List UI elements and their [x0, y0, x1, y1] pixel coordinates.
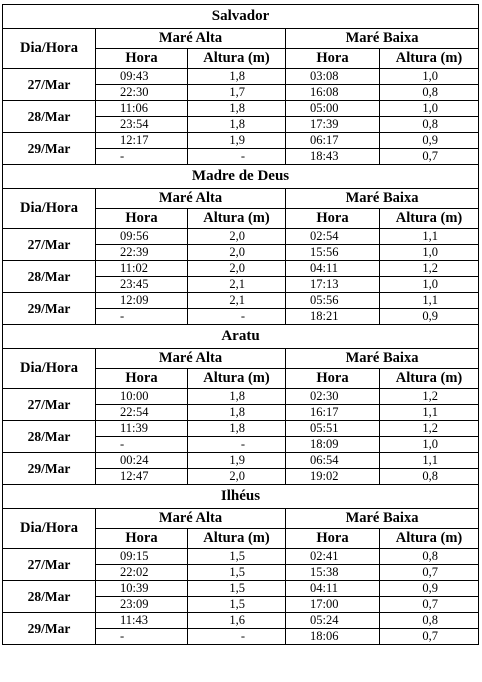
- hora-header: Hora: [286, 209, 380, 229]
- altura-header: Altura (m): [188, 49, 286, 69]
- dia-hora-header: Dia/Hora: [3, 189, 96, 229]
- high-tide-time: 22:39: [96, 245, 188, 261]
- high-tide-header: Maré Alta: [96, 509, 286, 529]
- low-tide-time: 04:11: [286, 261, 380, 277]
- hora-header: Hora: [96, 529, 188, 549]
- low-tide-time: 18:09: [286, 437, 380, 453]
- altura-header: Altura (m): [380, 49, 479, 69]
- low-tide-header: Maré Baixa: [286, 29, 479, 49]
- station-name: Aratu: [3, 325, 479, 349]
- high-tide-time: 10:39: [96, 581, 188, 597]
- high-tide-height: 1,5: [188, 597, 286, 613]
- low-tide-time: 16:08: [286, 85, 380, 101]
- low-tide-height: 1,0: [380, 437, 479, 453]
- day-cell: 29/Mar: [3, 613, 96, 645]
- high-tide-height: 1,9: [188, 133, 286, 149]
- day-cell: 27/Mar: [3, 549, 96, 581]
- station-name: Ilhéus: [3, 485, 479, 509]
- high-tide-time: 00:24: [96, 453, 188, 469]
- table-row: [3, 613, 479, 629]
- dia-hora-header: Dia/Hora: [3, 29, 96, 69]
- low-tide-time: 05:56: [286, 293, 380, 309]
- high-tide-height: -: [188, 629, 286, 645]
- day-cell: 29/Mar: [3, 453, 96, 485]
- high-tide-height: 1,5: [188, 565, 286, 581]
- high-tide-height: -: [188, 437, 286, 453]
- dia-hora-header: Dia/Hora: [3, 509, 96, 549]
- low-tide-height: 0,7: [380, 565, 479, 581]
- low-tide-time: 05:51: [286, 421, 380, 437]
- altura-header: Altura (m): [188, 369, 286, 389]
- high-tide-header: Maré Alta: [96, 29, 286, 49]
- high-tide-time: 09:43: [96, 69, 188, 85]
- tide-table: [2, 4, 479, 645]
- day-cell: 27/Mar: [3, 229, 96, 261]
- high-tide-time: -: [96, 629, 188, 645]
- table-row: [3, 69, 479, 85]
- hora-header: Hora: [286, 49, 380, 69]
- low-tide-height: 1,2: [380, 389, 479, 405]
- altura-header: Altura (m): [380, 369, 479, 389]
- altura-header: Altura (m): [188, 529, 286, 549]
- low-tide-time: 16:17: [286, 405, 380, 421]
- low-tide-height: 0,8: [380, 613, 479, 629]
- high-tide-height: 2,0: [188, 261, 286, 277]
- low-tide-height: 1,0: [380, 101, 479, 117]
- hora-header: Hora: [96, 49, 188, 69]
- high-tide-time: 09:15: [96, 549, 188, 565]
- table-row: [3, 421, 479, 437]
- high-tide-height: 1,8: [188, 389, 286, 405]
- dia-hora-header: Dia/Hora: [3, 349, 96, 389]
- hora-header: Hora: [96, 209, 188, 229]
- high-tide-height: 1,9: [188, 453, 286, 469]
- low-tide-height: 0,8: [380, 469, 479, 485]
- station-name: Madre de Deus: [3, 165, 479, 189]
- low-tide-height: 1,0: [380, 245, 479, 261]
- hora-header: Hora: [286, 369, 380, 389]
- high-tide-header: Maré Alta: [96, 349, 286, 369]
- high-tide-height: 1,8: [188, 405, 286, 421]
- low-tide-time: 17:13: [286, 277, 380, 293]
- day-cell: 27/Mar: [3, 69, 96, 101]
- high-tide-time: 12:09: [96, 293, 188, 309]
- high-tide-time: 23:54: [96, 117, 188, 133]
- low-tide-height: 0,8: [380, 549, 479, 565]
- high-tide-height: 1,6: [188, 613, 286, 629]
- low-tide-time: 18:06: [286, 629, 380, 645]
- day-cell: 28/Mar: [3, 581, 96, 613]
- altura-header: Altura (m): [380, 529, 479, 549]
- high-tide-time: 09:56: [96, 229, 188, 245]
- low-tide-height: 0,9: [380, 133, 479, 149]
- low-tide-time: 02:41: [286, 549, 380, 565]
- low-tide-height: 1,1: [380, 229, 479, 245]
- high-tide-time: 10:00: [96, 389, 188, 405]
- low-tide-time: 18:21: [286, 309, 380, 325]
- table-row: [3, 293, 479, 309]
- low-tide-time: 03:08: [286, 69, 380, 85]
- low-tide-height: 0,7: [380, 149, 479, 165]
- low-tide-height: 1,2: [380, 261, 479, 277]
- low-tide-time: 06:54: [286, 453, 380, 469]
- low-tide-header: Maré Baixa: [286, 509, 479, 529]
- high-tide-height: -: [188, 149, 286, 165]
- day-cell: 28/Mar: [3, 421, 96, 453]
- low-tide-time: 05:24: [286, 613, 380, 629]
- high-tide-time: -: [96, 309, 188, 325]
- low-tide-height: 1,0: [380, 277, 479, 293]
- high-tide-time: 11:02: [96, 261, 188, 277]
- high-tide-height: 1,5: [188, 549, 286, 565]
- low-tide-header: Maré Baixa: [286, 349, 479, 369]
- hora-header: Hora: [96, 369, 188, 389]
- tide-table-body: [3, 5, 479, 645]
- table-row: [3, 453, 479, 469]
- low-tide-height: 0,7: [380, 597, 479, 613]
- high-tide-height: 2,0: [188, 245, 286, 261]
- low-tide-time: 17:39: [286, 117, 380, 133]
- high-tide-height: 1,5: [188, 581, 286, 597]
- hora-header: Hora: [286, 529, 380, 549]
- station-title-row: [3, 5, 479, 29]
- low-tide-height: 1,0: [380, 69, 479, 85]
- low-tide-time: 18:43: [286, 149, 380, 165]
- low-tide-height: 1,2: [380, 421, 479, 437]
- high-tide-time: 12:47: [96, 469, 188, 485]
- high-tide-time: 12:17: [96, 133, 188, 149]
- altura-header: Altura (m): [188, 209, 286, 229]
- table-row: [3, 389, 479, 405]
- low-tide-height: 1,1: [380, 453, 479, 469]
- high-tide-height: 2,0: [188, 229, 286, 245]
- header-row: [3, 189, 479, 209]
- high-tide-height: 1,8: [188, 69, 286, 85]
- high-tide-time: 11:43: [96, 613, 188, 629]
- table-row: [3, 549, 479, 565]
- day-cell: 28/Mar: [3, 261, 96, 293]
- station-title-row: [3, 325, 479, 349]
- low-tide-time: 15:56: [286, 245, 380, 261]
- high-tide-height: 2,0: [188, 469, 286, 485]
- low-tide-time: 15:38: [286, 565, 380, 581]
- high-tide-time: 23:45: [96, 277, 188, 293]
- low-tide-height: 1,1: [380, 293, 479, 309]
- low-tide-height: 0,9: [380, 309, 479, 325]
- high-tide-height: 1,8: [188, 117, 286, 133]
- low-tide-header: Maré Baixa: [286, 189, 479, 209]
- station-title-row: [3, 485, 479, 509]
- low-tide-time: 19:02: [286, 469, 380, 485]
- station-name: Salvador: [3, 5, 479, 29]
- low-tide-time: 06:17: [286, 133, 380, 149]
- low-tide-time: 05:00: [286, 101, 380, 117]
- low-tide-height: 0,9: [380, 581, 479, 597]
- station-title-row: [3, 165, 479, 189]
- high-tide-time: -: [96, 437, 188, 453]
- high-tide-time: 22:02: [96, 565, 188, 581]
- low-tide-height: 0,8: [380, 85, 479, 101]
- high-tide-time: 11:06: [96, 101, 188, 117]
- low-tide-time: 17:00: [286, 597, 380, 613]
- high-tide-height: 1,7: [188, 85, 286, 101]
- high-tide-time: 23:09: [96, 597, 188, 613]
- high-tide-time: 22:30: [96, 85, 188, 101]
- high-tide-time: 11:39: [96, 421, 188, 437]
- table-row: [3, 261, 479, 277]
- header-row: [3, 349, 479, 369]
- table-row: [3, 229, 479, 245]
- header-row: [3, 29, 479, 49]
- low-tide-time: 02:30: [286, 389, 380, 405]
- day-cell: 29/Mar: [3, 293, 96, 325]
- high-tide-height: -: [188, 309, 286, 325]
- low-tide-height: 1,1: [380, 405, 479, 421]
- day-cell: 28/Mar: [3, 101, 96, 133]
- table-row: [3, 581, 479, 597]
- day-cell: 27/Mar: [3, 389, 96, 421]
- low-tide-time: 04:11: [286, 581, 380, 597]
- altura-header: Altura (m): [380, 209, 479, 229]
- day-cell: 29/Mar: [3, 133, 96, 165]
- high-tide-height: 1,8: [188, 421, 286, 437]
- high-tide-height: 2,1: [188, 293, 286, 309]
- high-tide-height: 2,1: [188, 277, 286, 293]
- high-tide-time: 22:54: [96, 405, 188, 421]
- high-tide-height: 1,8: [188, 101, 286, 117]
- high-tide-time: -: [96, 149, 188, 165]
- low-tide-height: 0,7: [380, 629, 479, 645]
- header-row: [3, 509, 479, 529]
- low-tide-time: 02:54: [286, 229, 380, 245]
- low-tide-height: 0,8: [380, 117, 479, 133]
- table-row: [3, 133, 479, 149]
- table-row: [3, 101, 479, 117]
- high-tide-header: Maré Alta: [96, 189, 286, 209]
